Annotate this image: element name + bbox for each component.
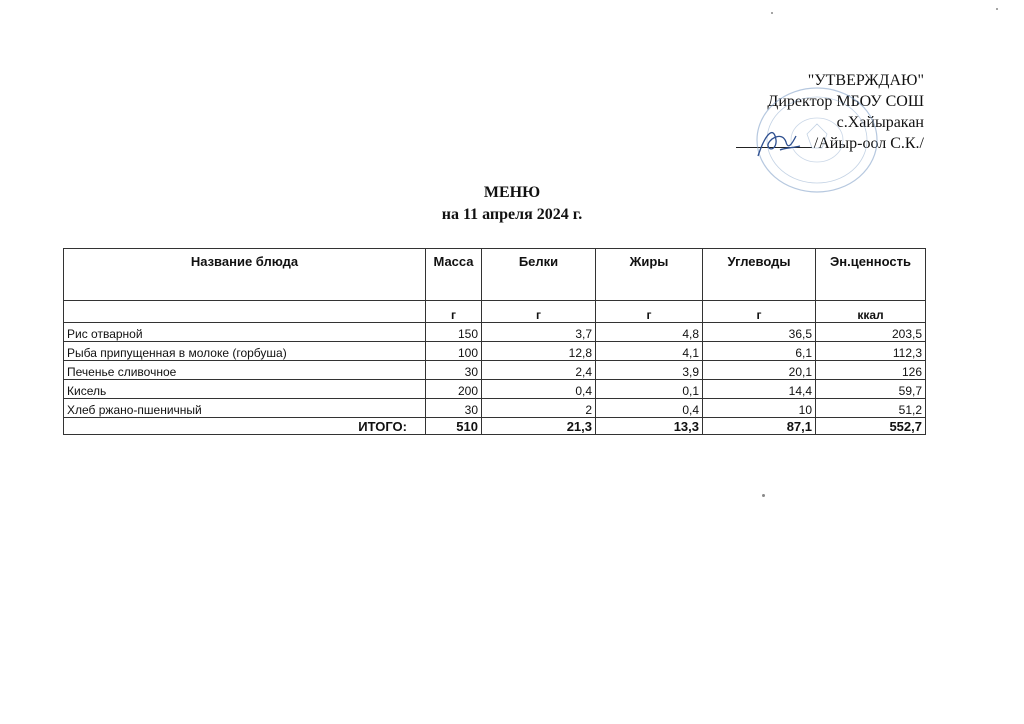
unit-dish-name <box>64 301 426 323</box>
total-mass: 510 <box>426 418 482 435</box>
dish-carbs: 14,4 <box>703 380 816 399</box>
approval-heading: "УТВЕРЖДАЮ" <box>807 72 924 89</box>
approval-position: Директор МБОУ СОШ <box>767 93 924 110</box>
dish-carbs: 36,5 <box>703 323 816 342</box>
dish-energy: 203,5 <box>816 323 926 342</box>
total-proteins: 21,3 <box>482 418 596 435</box>
header-energy: Эн.ценность <box>816 249 926 301</box>
unit-energy: ккал <box>816 301 926 323</box>
dish-proteins: 2,4 <box>482 361 596 380</box>
dish-carbs: 10 <box>703 399 816 418</box>
approval-block <box>700 70 924 154</box>
dish-fats: 3,9 <box>596 361 703 380</box>
table-row <box>64 342 926 361</box>
header-mass: Масса <box>426 249 482 301</box>
dish-carbs: 6,1 <box>703 342 816 361</box>
dish-name: Печенье сливочное <box>64 361 426 380</box>
dish-mass: 30 <box>426 399 482 418</box>
dish-name: Хлеб ржано-пшеничный <box>64 399 426 418</box>
total-carbs: 87,1 <box>703 418 816 435</box>
total-energy: 552,7 <box>816 418 926 435</box>
dish-fats: 0,1 <box>596 380 703 399</box>
total-fats: 13,3 <box>596 418 703 435</box>
units-row <box>64 301 926 323</box>
dish-fats: 4,1 <box>596 342 703 361</box>
total-label: ИТОГО: <box>64 418 426 435</box>
table-row <box>64 361 926 380</box>
dish-proteins: 12,8 <box>482 342 596 361</box>
dish-fats: 0,4 <box>596 399 703 418</box>
document-date: на 11 апреля 2024 г. <box>441 206 583 223</box>
header-proteins: Белки <box>482 249 596 301</box>
total-row <box>64 418 926 435</box>
header-row <box>64 249 926 301</box>
dish-mass: 150 <box>426 323 482 342</box>
dish-carbs: 20,1 <box>703 361 816 380</box>
approval-name: /Айыр-оол С.К./ <box>813 135 924 152</box>
unit-proteins: г <box>482 301 596 323</box>
unit-carbs: г <box>703 301 816 323</box>
dish-proteins: 2 <box>482 399 596 418</box>
table-row <box>64 323 926 342</box>
signature-blank <box>736 147 812 148</box>
dish-energy: 126 <box>816 361 926 380</box>
dish-energy: 112,3 <box>816 342 926 361</box>
document-title: МЕНЮ <box>483 184 541 201</box>
approval-signature-line <box>700 133 924 154</box>
header-carbs: Углеводы <box>703 249 816 301</box>
document-title-block <box>0 182 1024 226</box>
approval-location: с.Хайыракан <box>836 114 924 131</box>
unit-fats: г <box>596 301 703 323</box>
scan-speck <box>762 494 765 497</box>
scan-speck <box>771 12 773 14</box>
unit-mass: г <box>426 301 482 323</box>
dish-fats: 4,8 <box>596 323 703 342</box>
dish-proteins: 3,7 <box>482 323 596 342</box>
table-row <box>64 380 926 399</box>
dish-energy: 51,2 <box>816 399 926 418</box>
dish-name: Рыба припущенная в молоке (горбуша) <box>64 342 426 361</box>
table-row <box>64 399 926 418</box>
header-fats: Жиры <box>596 249 703 301</box>
scan-speck <box>996 8 998 10</box>
header-dish-name: Название блюда <box>64 249 426 301</box>
menu-table <box>63 248 926 435</box>
dish-name: Рис отварной <box>64 323 426 342</box>
dish-mass: 200 <box>426 380 482 399</box>
dish-mass: 30 <box>426 361 482 380</box>
dish-proteins: 0,4 <box>482 380 596 399</box>
dish-mass: 100 <box>426 342 482 361</box>
dish-name: Кисель <box>64 380 426 399</box>
dish-energy: 59,7 <box>816 380 926 399</box>
